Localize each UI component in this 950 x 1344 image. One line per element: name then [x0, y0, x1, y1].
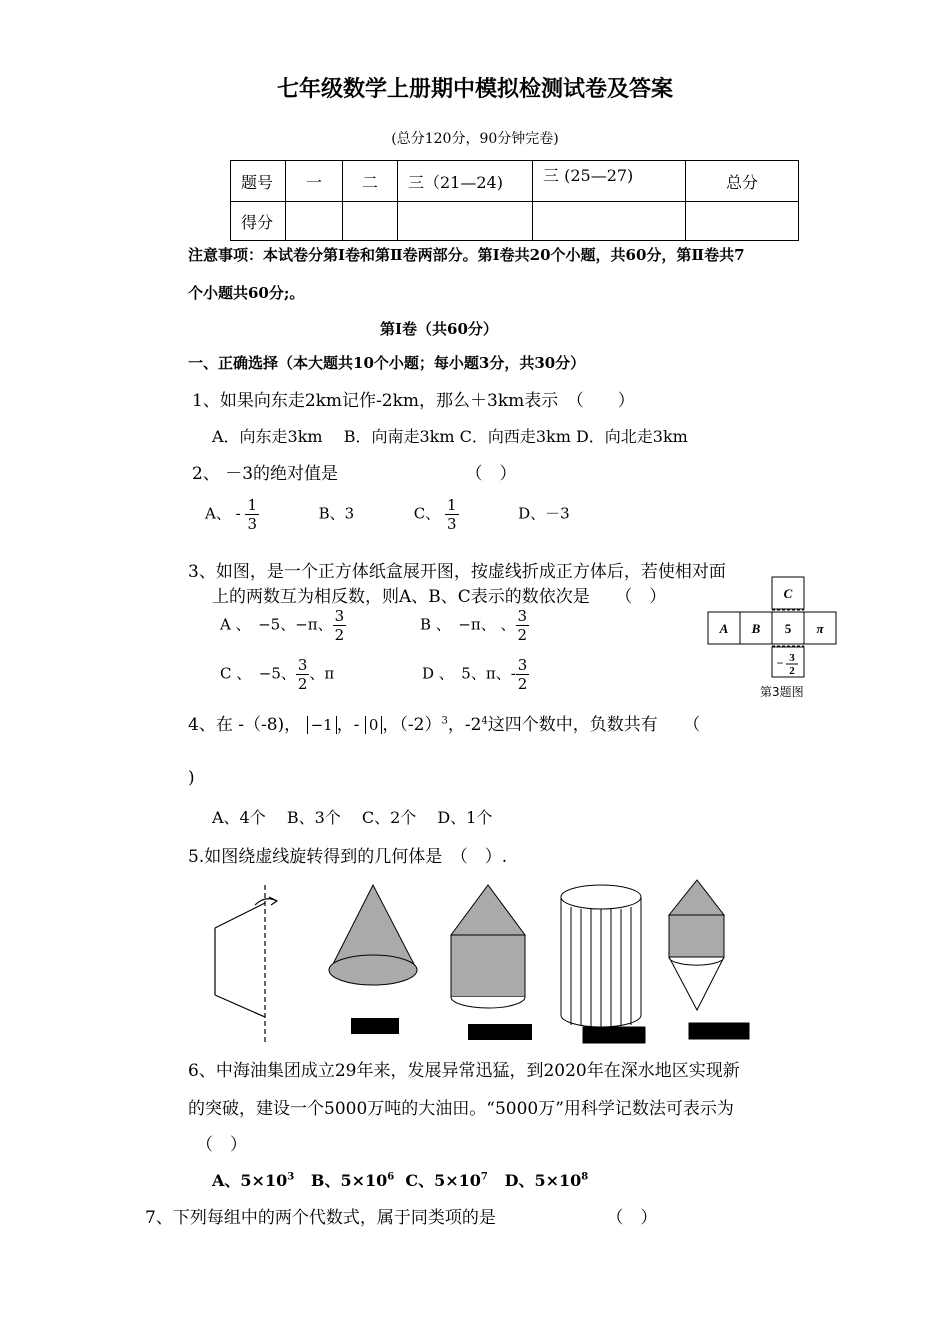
q3-line-1: 3、如图，是一个正方体纸盒展开图，按虚线折成正方体后，若使相对面 — [188, 562, 726, 582]
q2-stem: 2、 －3的绝对值是 （ ） — [192, 464, 517, 484]
section1-title: 一、正确选择（本大题共10个小题；每小题3分，共30分） — [188, 354, 586, 372]
net-label-num: 3 — [789, 652, 795, 664]
cube-net-figure — [700, 575, 845, 685]
net-label-den: 2 — [789, 665, 795, 677]
score-header-row — [231, 161, 799, 202]
net-label-pi: π — [816, 621, 824, 636]
q6-line-3: （ ） — [196, 1135, 247, 1155]
net-label-neg: − — [776, 656, 784, 670]
rotation-trapezoid — [215, 885, 277, 1045]
page-title: 七年级数学上册期中模拟检测试卷及答案 — [276, 76, 673, 102]
net-label-five: 5 — [784, 621, 792, 636]
q2-option-a-label: A、 - — [205, 504, 241, 523]
score-header-cell: 二 — [343, 161, 398, 202]
q1-stem: 1、如果向东走2km记作-2km，那么＋3km表示 （ ） — [192, 391, 635, 411]
score-cell[interactable] — [686, 202, 799, 241]
q2-option-d: D、－3 — [518, 504, 570, 523]
q3-option-d: D 、 5、π、- $\frac{3}{2}$ — [422, 656, 528, 693]
q4-close: ) — [188, 768, 195, 788]
score-header-cell: 一 — [286, 161, 343, 202]
q4-stem: 4、在 -（-8)， −1 ，- 0 ，$(-2)^3$，$-2^4$这四个数中，负数共有 （ — [188, 715, 701, 735]
option-d-double-cone — [669, 880, 749, 1039]
q4-abs-1: −1 — [307, 716, 337, 734]
score-cell[interactable] — [343, 202, 398, 241]
part1-title: 第Ⅰ卷（共60分） — [380, 320, 498, 338]
score-header-cell: 三 (25—27) — [533, 161, 686, 202]
notice-line-1: 注意事项：本试卷分第Ⅰ卷和第Ⅱ卷两部分。第Ⅰ卷共20个小题，共60分，第Ⅱ卷共7 — [188, 246, 745, 264]
page-subtitle: (总分120分，90分钟完卷) — [391, 131, 559, 147]
q3-option-a: A 、 −5、−π、 $\frac{3}{2}$ — [220, 607, 345, 644]
option-a-cone — [329, 885, 417, 1034]
score-cell[interactable] — [286, 202, 343, 241]
q4-abs-2: 0 — [365, 716, 383, 734]
q2-option-b: B、3 — [318, 504, 355, 523]
q3-caption: 第3题图 — [760, 685, 804, 699]
q3-option-c: C 、 −5、 $\frac{3}{2}$ 、π — [220, 656, 335, 693]
score-table — [230, 160, 799, 241]
net-label-c: C — [783, 586, 793, 601]
notice-line-2: 个小题共60分;。 — [188, 284, 305, 302]
q7-stem: 7、下列每组中的两个代数式，属于同类项的是 （ ） — [145, 1208, 658, 1228]
q6-line-1: 6、中海油集团成立29年来，发展异常迅猛，到2020年在深水地区实现新 — [188, 1061, 740, 1081]
q5-stem: 5.如图绕虚线旋转得到的几何体是 （ ）. — [188, 847, 508, 867]
net-label-b: B — [751, 621, 761, 636]
score-row-label: 得分 — [231, 202, 286, 241]
score-header-cell: 总分 — [686, 161, 799, 202]
q2-options — [205, 496, 570, 533]
q3-option-b: B 、 −π、 、 $\frac{3}{2}$ — [420, 607, 528, 644]
q1-options: A．向东走3km B．向南走3km C．向西走3km D．向北走3km — [212, 427, 688, 446]
q2-option-c-fraction: $\frac{1}{3}$ — [446, 496, 457, 533]
q3-line-2: 上的两数互为相反数，则A、B、C表示的数依次是 （ ） — [212, 587, 667, 607]
score-cell[interactable] — [398, 202, 533, 241]
score-header-cell: 题号 — [231, 161, 286, 202]
score-header-cell: 三（21—24) — [398, 161, 533, 202]
q2-option-a-fraction: $\frac{1}{3}$ — [247, 496, 257, 533]
score-cell[interactable] — [533, 202, 686, 241]
q6-options: A、$5\times 10^3$ B、$5\times 10^6$ C、$5\times 10^7$ D、$5\times 10^8$ — [212, 1171, 589, 1190]
option-c-cylinder — [561, 885, 645, 1043]
q6-line-2: 的突破，建设一个5000万吨的大油田。“5000万”用科学记数法可表示为 — [188, 1099, 734, 1119]
q4-options: A、4个 B、3个 C、2个 D、1个 — [212, 808, 493, 827]
score-row — [231, 202, 799, 241]
option-b-cone-cylinder — [451, 885, 532, 1040]
q2-option-c-label: C、 — [413, 504, 441, 523]
net-label-a: A — [719, 621, 729, 636]
q5-figures — [205, 875, 765, 1050]
